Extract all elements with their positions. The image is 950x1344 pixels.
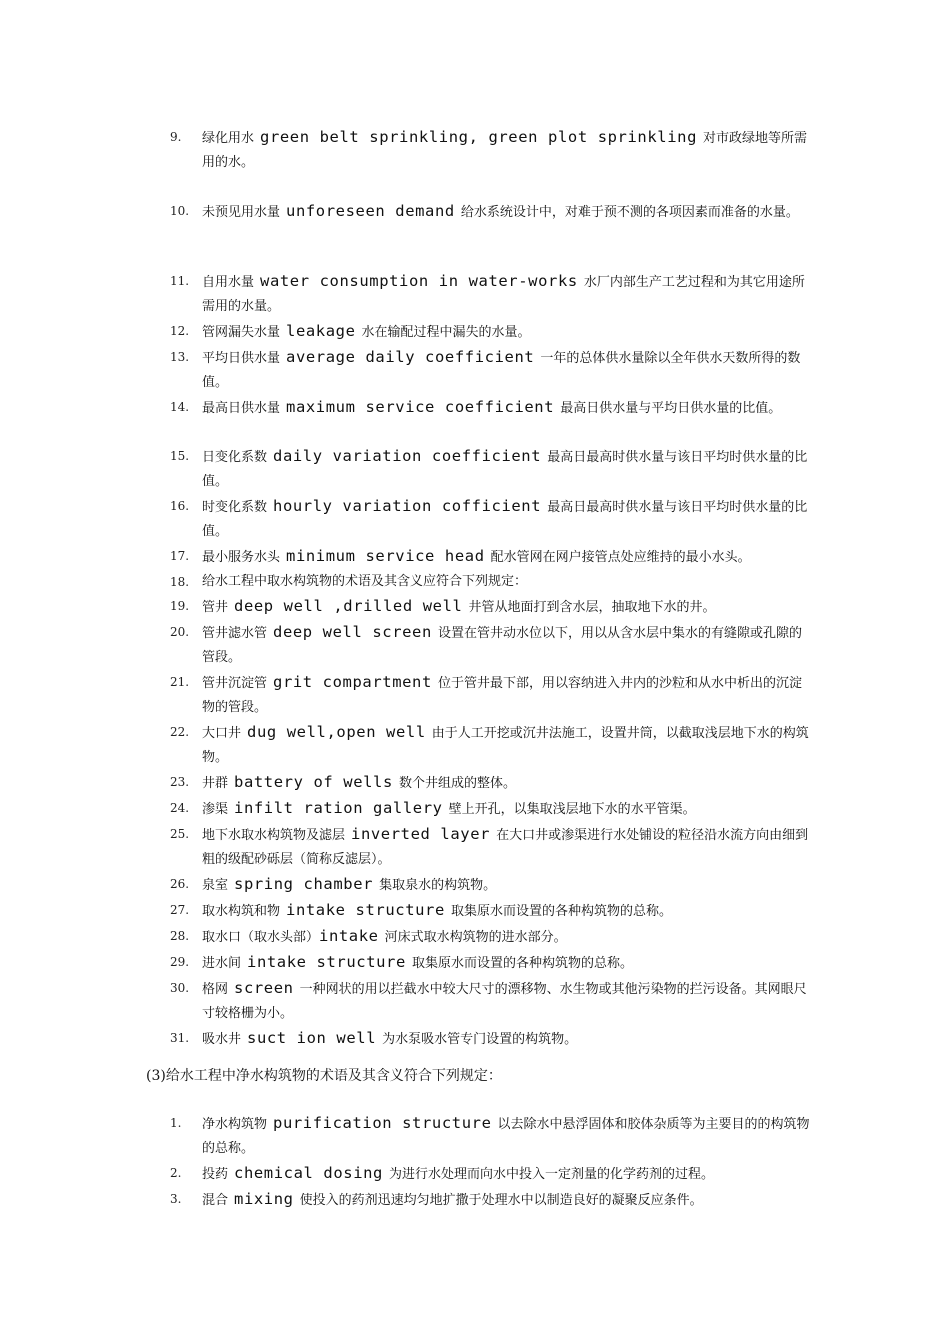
- term-chinese: 平均日供水量: [202, 351, 281, 366]
- term-english: dug well,open well: [247, 723, 426, 741]
- term-english: daily variation coefficient: [273, 447, 542, 465]
- term-definition: 给水系统设计中，对难于预不测的各项因素而准备的水量。: [460, 205, 799, 220]
- term-item-14: [170, 395, 810, 421]
- term-definition: 壁上开孔，以集取浅层地下水的水平管渠。: [448, 802, 696, 817]
- purification-term-list: [170, 1111, 810, 1213]
- term-english: intake structure: [247, 953, 406, 971]
- term-chinese: 取水口（取水头部）: [202, 930, 320, 945]
- term-item-16: [170, 494, 810, 544]
- term-number: 1.: [170, 1116, 182, 1130]
- term-english: battery of wells: [234, 773, 393, 791]
- term-number: 15.: [170, 449, 190, 463]
- term-definition: 一年的总体供水量除以全年供水天数所得的数值。: [202, 351, 801, 390]
- term-definition: 配水管网在网户接管点处应维持的最小水头。: [490, 550, 751, 565]
- term-item-11: [170, 269, 810, 319]
- term-definition: 使投入的药剂迅速均匀地扩撒于处理水中以制造良好的凝聚反应条件。: [299, 1193, 703, 1208]
- term-chinese: 取水构筑和物: [202, 904, 281, 919]
- term-chinese: 给水工程中取水构筑物的术语及其含义应符合下列规定：: [202, 574, 528, 589]
- term-definition: 取集原水而设置的各种构筑物的总称。: [450, 904, 672, 919]
- term-item-19: [170, 594, 810, 620]
- term-definition: 最高日供水量与平均日供水量的比值。: [560, 401, 782, 416]
- term-number: 21.: [170, 675, 190, 689]
- term-number: 28.: [170, 929, 190, 943]
- term-english: screen: [234, 979, 294, 997]
- term-english: green belt sprinkling, green plot sprinkling: [260, 128, 698, 146]
- term-english: average daily coefficient: [286, 348, 535, 366]
- term-chinese: 进水间: [202, 956, 242, 971]
- term-definition: 水厂内部生产工艺过程和为其它用途所需用的水量。: [202, 275, 805, 314]
- term-number: 10.: [170, 204, 190, 218]
- term-chinese: 管网漏失水量: [202, 325, 281, 340]
- term-english: infilt ration gallery: [234, 799, 443, 817]
- term-chinese: 最高日供水量: [202, 401, 281, 416]
- term-definition: 以去除水中悬浮固体和胶体杂质等为主要目的的构筑物的总称。: [202, 1117, 810, 1156]
- term-number: 30.: [170, 981, 190, 995]
- term-chinese: 管井滤水管: [202, 626, 268, 641]
- term-item-27: [170, 898, 810, 924]
- term-chinese: 管井沉淀管: [202, 676, 268, 691]
- term-item-31: [170, 1026, 810, 1052]
- term-chinese: 日变化系数: [202, 450, 268, 465]
- term-list-15-31: [170, 444, 810, 1052]
- term-chinese: 投药: [202, 1167, 229, 1182]
- term-number: 2.: [170, 1166, 182, 1180]
- term-number: 3.: [170, 1192, 182, 1206]
- term-item-25: [170, 822, 810, 872]
- term-number: 29.: [170, 955, 190, 969]
- term-definition: 一种网状的用以拦截水中较大尺寸的漂移物、水生物或其他污染物的拦污设备。其网眼尺寸较格栅为小。: [202, 982, 807, 1021]
- term-item-17: [170, 544, 810, 570]
- term-chinese: 地下水取水构筑物及滤层: [202, 828, 346, 843]
- term-definition: 位于管井最下部，用以容纳进入井内的沙粒和从水中析出的沉淀物的管段。: [202, 676, 802, 715]
- term-item-20: [170, 620, 810, 670]
- term-item-23: [170, 770, 810, 796]
- term-definition: 在大口井或渗渠进行水处铺设的粒径沿水流方向由细到粗的级配砂砾层（简称反滤层）。: [202, 828, 809, 867]
- term-chinese: 管井: [202, 600, 229, 615]
- term-definition: 水在输配过程中漏失的水量。: [361, 325, 531, 340]
- term-item-p3: [170, 1187, 810, 1213]
- term-item-9: [170, 125, 810, 175]
- term-definition: 对市政绿地等所需用的水。: [202, 131, 808, 170]
- term-item-12: [170, 319, 810, 345]
- term-item-30: [170, 976, 810, 1026]
- term-definition: 设置在管井动水位以下，用以从含水层中集水的有缝隙或孔隙的管段。: [202, 626, 802, 665]
- term-english: minimum service head: [286, 547, 485, 565]
- term-number: 17.: [170, 549, 190, 563]
- term-chinese: 格网: [202, 982, 229, 997]
- term-number: 23.: [170, 775, 190, 789]
- term-item-10: [170, 199, 810, 225]
- term-definition: 由于人工开挖或沉井法施工，设置井筒，以截取浅层地下水的构筑物。: [202, 726, 809, 765]
- term-number: 12.: [170, 324, 190, 338]
- term-english: purification structure: [273, 1114, 492, 1132]
- term-chinese: 大口井: [202, 726, 242, 741]
- term-english: deep well screen: [273, 623, 432, 641]
- term-definition: 数个井组成的整体。: [398, 776, 516, 791]
- term-chinese: 时变化系数: [202, 500, 268, 515]
- term-english: mixing: [234, 1190, 294, 1208]
- term-chinese: 自用水量: [202, 275, 255, 290]
- term-english: grit compartment: [273, 673, 432, 691]
- term-chinese: 未预见用水量: [202, 205, 281, 220]
- term-number: 16.: [170, 499, 190, 513]
- term-chinese: 最小服务水头: [202, 550, 281, 565]
- term-number: 13.: [170, 350, 190, 364]
- term-number: 26.: [170, 877, 190, 891]
- term-chinese: 泉室: [202, 878, 229, 893]
- term-english: intake structure: [286, 901, 445, 919]
- term-chinese: 渗渠: [202, 802, 229, 817]
- term-item-15: [170, 444, 810, 494]
- term-english: maximum service coefficient: [286, 398, 555, 416]
- term-definition: 河床式取水构筑物的进水部分。: [384, 930, 567, 945]
- term-english: suct ion well: [247, 1029, 377, 1047]
- term-number: 22.: [170, 725, 190, 739]
- term-item-p2: [170, 1161, 810, 1187]
- term-item-13: [170, 345, 810, 395]
- term-english: leakage: [286, 322, 356, 340]
- term-definition: 为进行水处理而向水中投入一定剂量的化学药剂的过程。: [389, 1167, 715, 1182]
- term-chinese: 井群: [202, 776, 229, 791]
- term-number: 24.: [170, 801, 190, 815]
- term-number: 19.: [170, 599, 190, 613]
- term-english: water consumption in water-works: [260, 272, 578, 290]
- term-definition: 集取泉水的构筑物。: [379, 878, 497, 893]
- term-english: intake: [319, 927, 379, 945]
- term-number: 18.: [170, 575, 190, 589]
- term-definition: 取集原水而设置的各种构筑物的总称。: [411, 956, 633, 971]
- term-chinese: 绿化用水: [202, 131, 255, 146]
- term-chinese: 混合: [202, 1193, 229, 1208]
- term-number: 27.: [170, 903, 190, 917]
- term-chinese: 净水构筑物: [202, 1117, 268, 1132]
- term-chinese: 吸水井: [202, 1032, 242, 1047]
- term-item-p1: [170, 1111, 810, 1161]
- term-list-11-14: [170, 269, 810, 421]
- term-number: 25.: [170, 827, 190, 841]
- term-item-29: [170, 950, 810, 976]
- term-number: 14.: [170, 400, 190, 414]
- term-item-28: [170, 924, 810, 950]
- term-definition: 最高日最高时供水量与该日平均时供水量的比值。: [202, 500, 808, 539]
- term-number: 9.: [170, 130, 182, 144]
- term-english: spring chamber: [234, 875, 374, 893]
- term-item-18: [170, 570, 810, 594]
- term-item-24: [170, 796, 810, 822]
- term-item-21: [170, 670, 810, 720]
- section-heading: (3)给水工程中净水构筑物的术语及其含义符合下列规定：: [146, 1068, 502, 1084]
- term-item-22: [170, 720, 810, 770]
- term-list-9-10: [170, 125, 810, 225]
- term-number: 11.: [170, 274, 190, 288]
- term-english: inverted layer: [351, 825, 491, 843]
- term-number: 31.: [170, 1031, 190, 1045]
- term-definition: 为水泵吸水管专门设置的构筑物。: [382, 1032, 578, 1047]
- term-english: hourly variation cofficient: [273, 497, 542, 515]
- term-definition: 井管从地面打到含水层，抽取地下水的井。: [468, 600, 716, 615]
- term-english: deep well ,drilled well: [234, 597, 463, 615]
- term-number: 20.: [170, 625, 190, 639]
- term-english: chemical dosing: [234, 1164, 383, 1182]
- term-definition: 最高日最高时供水量与该日平均时供水量的比值。: [202, 450, 808, 489]
- term-english: unforeseen demand: [286, 202, 455, 220]
- term-item-26: [170, 872, 810, 898]
